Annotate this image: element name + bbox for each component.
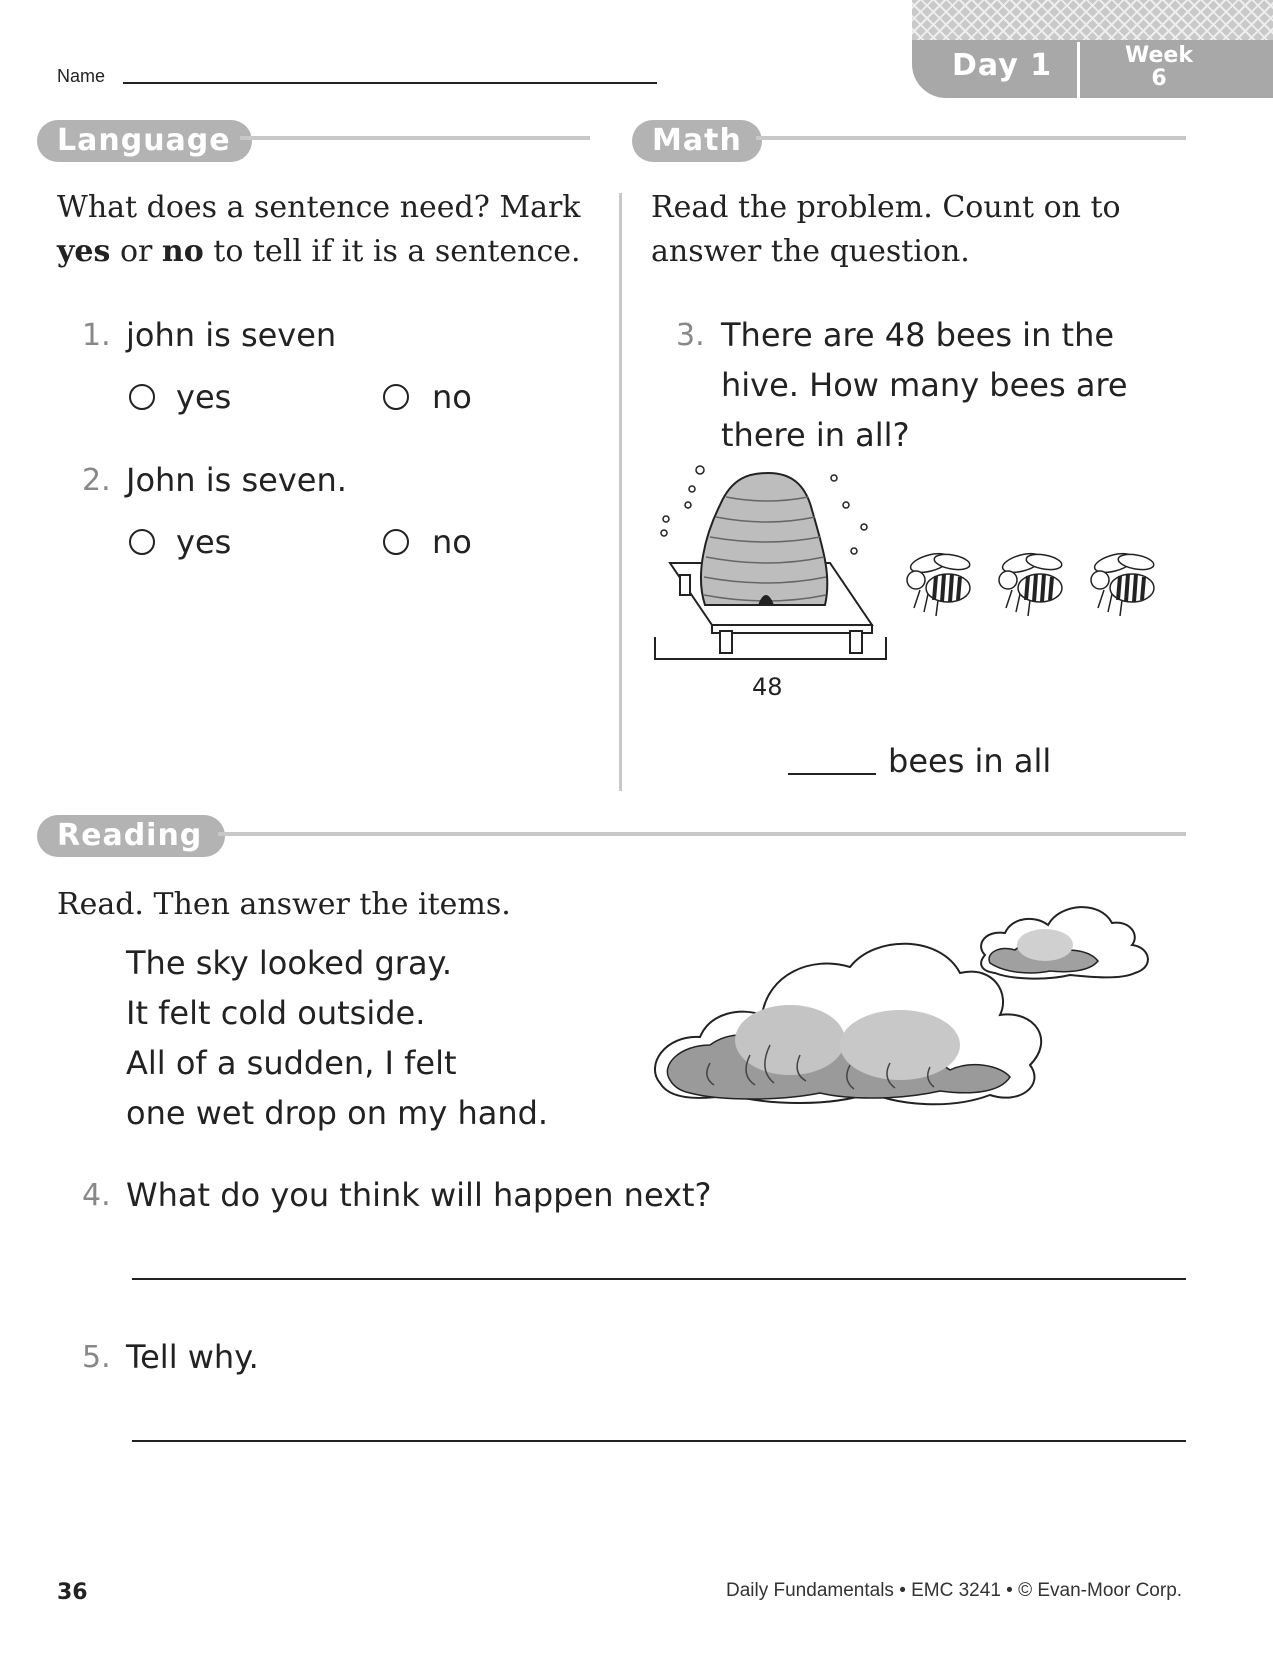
question-5-number: 5. xyxy=(82,1340,111,1375)
week-number: 6 xyxy=(1151,66,1167,91)
week-label xyxy=(1084,44,1234,90)
footer-credit: Daily Fundamentals • EMC 3241 • © Evan-Moor Corp. xyxy=(726,1580,1183,1601)
instruction-part2: to tell if it is a sentence. xyxy=(213,234,581,269)
question-3-line: there in all? xyxy=(721,416,910,454)
language-rule xyxy=(240,136,590,140)
question-2-number: 2. xyxy=(82,463,111,498)
q1-no-label: no xyxy=(432,378,472,416)
platform-leg xyxy=(680,575,690,595)
language-section-title: Language xyxy=(37,120,252,162)
reading-section-title: Reading xyxy=(37,815,225,857)
tab-divider xyxy=(1077,42,1080,98)
question-5-answer-line[interactable] xyxy=(132,1440,1186,1442)
q1-yes-label: yes xyxy=(176,378,232,416)
question-5-text: Tell why. xyxy=(126,1338,259,1376)
beehive-illustration xyxy=(650,465,900,675)
name-label: Name xyxy=(57,66,106,86)
q1-no-bubble[interactable] xyxy=(383,384,409,410)
bee-icon xyxy=(907,550,971,616)
day-label: Day 1 xyxy=(952,48,1053,83)
q2-no-label: no xyxy=(432,523,472,561)
instruction-no: no xyxy=(161,234,204,269)
passage-line: The sky looked gray. xyxy=(126,944,453,982)
question-4-answer-line[interactable] xyxy=(132,1278,1186,1280)
reading-instruction: Read. Then answer the items. xyxy=(57,887,511,922)
question-1-text: john is seven xyxy=(126,316,337,354)
bee-icon xyxy=(999,550,1063,616)
instruction-part1: What does a sentence need? Mark xyxy=(57,190,581,225)
question-1-number: 1. xyxy=(82,318,111,353)
question-2-text: John is seven. xyxy=(126,461,347,499)
hive-count-label: 48 xyxy=(752,673,783,701)
platform-edge xyxy=(712,625,872,633)
instruction-yes: yes xyxy=(57,234,111,269)
column-divider xyxy=(619,193,622,791)
week-word: Week xyxy=(1125,43,1193,68)
day-week-tab xyxy=(912,0,1273,100)
language-instruction xyxy=(57,186,587,274)
platform-leg xyxy=(850,631,862,653)
math-instruction xyxy=(651,186,1211,274)
q2-yes-label: yes xyxy=(176,523,232,561)
question-4-text: What do you think will happen next? xyxy=(126,1176,712,1214)
math-section-title: Math xyxy=(632,120,762,162)
passage-line: It felt cold outside. xyxy=(126,994,426,1032)
extra-bees-illustration xyxy=(900,548,1170,623)
question-3-line: There are 48 bees in the xyxy=(721,316,1115,354)
platform-leg xyxy=(720,631,732,653)
bee-icon xyxy=(1091,550,1155,616)
bees-answer-suffix: bees in all xyxy=(888,742,1052,780)
q1-yes-bubble[interactable] xyxy=(129,384,155,410)
passage-line: All of a sudden, I felt xyxy=(126,1044,457,1082)
math-rule xyxy=(756,136,1186,140)
question-3-number: 3. xyxy=(676,318,705,353)
page-number: 36 xyxy=(57,1580,88,1605)
q2-yes-bubble[interactable] xyxy=(129,529,155,555)
passage-line: one wet drop on my hand. xyxy=(126,1094,549,1132)
q2-no-bubble[interactable] xyxy=(383,529,409,555)
reading-rule xyxy=(218,832,1186,836)
instruction-or: or xyxy=(119,234,153,269)
small-cloud-icon xyxy=(981,907,1148,979)
name-line[interactable] xyxy=(123,82,657,84)
question-4-number: 4. xyxy=(82,1178,111,1213)
clouds-illustration xyxy=(650,895,1180,1125)
question-3-line: hive. How many bees are xyxy=(721,366,1128,404)
reading-passage xyxy=(126,938,686,1138)
math-instruction-line2: answer the question. xyxy=(651,234,970,269)
tab-pattern xyxy=(912,0,1273,40)
math-instruction-line1: Read the problem. Count on to xyxy=(651,190,1121,225)
bees-answer-blank[interactable] xyxy=(788,773,876,775)
question-3-text xyxy=(721,310,1221,460)
